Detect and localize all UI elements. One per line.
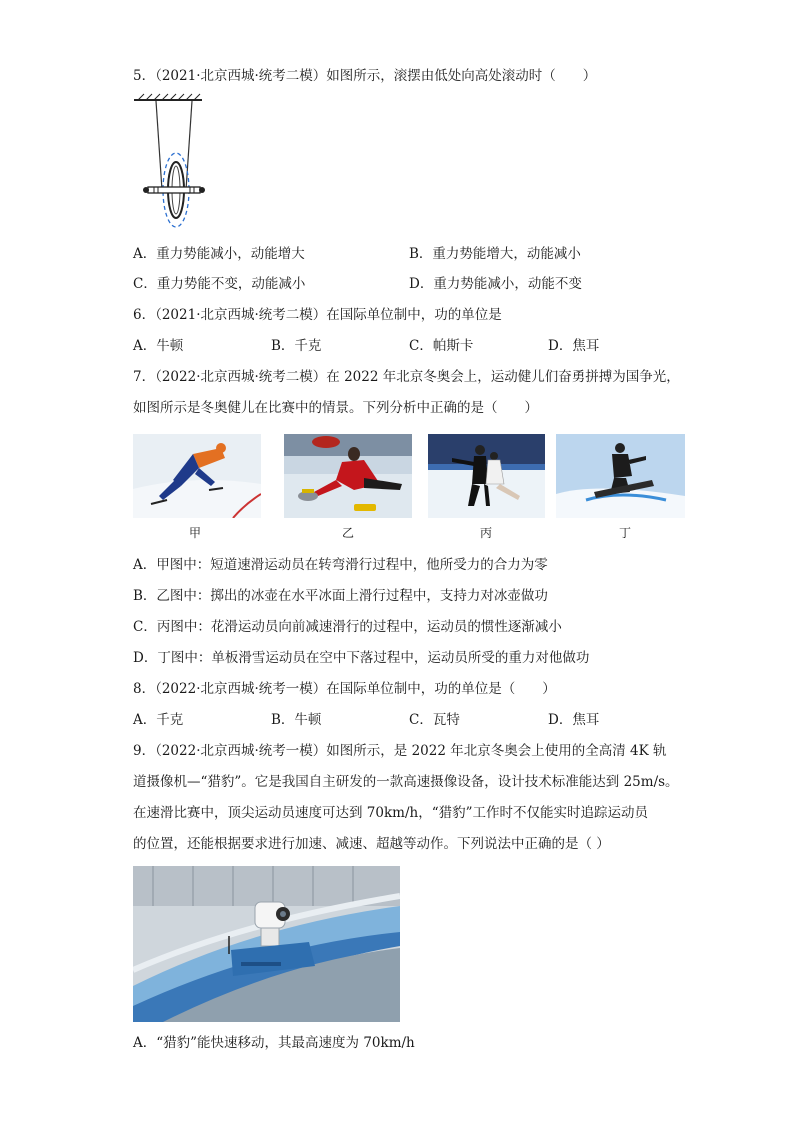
snowboard-photo — [556, 434, 685, 518]
speed-skating-photo — [133, 434, 261, 518]
q7-stem-line1: 7．（2022·北京西城·统考二模）在 2022 年北京冬奥会上，运动健儿们奋勇拼搏为国争光， — [133, 369, 680, 385]
caption-bing: 丙 — [479, 526, 492, 540]
caption-jia: 甲 — [188, 526, 201, 540]
curling-photo — [284, 434, 412, 518]
figure-skating-photo — [428, 434, 545, 518]
q9-stem-line3: 在速滑比赛中，顶尖运动员速度可达到 70km/h，“猎豹”工作时不仅能实时追踪运动员 — [133, 805, 648, 821]
q7-option-a[interactable]: A．甲图中：短道速滑运动员在转弯滑行过程中，他所受力的合力为零 — [133, 557, 548, 573]
q8-option-c[interactable]: C．瓦特 — [409, 712, 460, 728]
rolling-pendulum-figure — [132, 92, 212, 232]
q6-option-c[interactable]: C．帕斯卡 — [409, 338, 474, 354]
q6-option-b[interactable]: B．千克 — [271, 338, 322, 354]
q8-option-b[interactable]: B．牛顿 — [271, 712, 322, 728]
q8-option-a[interactable]: A．千克 — [133, 712, 184, 728]
caption-yi: 乙 — [341, 526, 354, 540]
q7-option-b[interactable]: B．乙图中：掷出的冰壶在水平冰面上滑行过程中，支持力对冰壶做功 — [133, 588, 548, 604]
q6-option-d[interactable]: D．焦耳 — [548, 338, 600, 354]
q5-option-a[interactable]: A．重力势能减小，动能增大 — [133, 246, 305, 262]
q8-stem: 8．（2022·北京西城·统考一模）在国际单位制中，功的单位是（ ） — [133, 681, 556, 697]
q7-option-d[interactable]: D．丁图中：单板滑雪运动员在空中下落过程中，运动员所受的重力对他做功 — [133, 650, 590, 666]
q6-stem: 6．（2021·北京西城·统考二模）在国际单位制中，功的单位是 — [133, 307, 502, 323]
caption-ding: 丁 — [618, 526, 631, 540]
q5-stem: 5．（2021·北京西城·统考二模）如图所示，滚摆由低处向高处滚动时（ ） — [133, 68, 597, 84]
q6-option-a[interactable]: A．牛顿 — [133, 338, 184, 354]
q8-option-d[interactable]: D．焦耳 — [548, 712, 600, 728]
q9-option-a[interactable]: A．“猎豹”能快速移动，其最高速度为 70km/h — [133, 1035, 415, 1051]
q9-stem-line4: 的位置，还能根据要求进行加速、减速、超越等动作。下列说法中正确的是（ ） — [133, 836, 610, 852]
q5-option-d[interactable]: D．重力势能减小，动能不变 — [409, 276, 582, 292]
q9-stem-line1: 9．（2022·北京西城·统考一模）如图所示，是 2022 年北京冬奥会上使用的全高清 4K 轨 — [133, 743, 667, 759]
q5-option-b[interactable]: B．重力势能增大，动能减小 — [409, 246, 581, 262]
track-camera-photo — [133, 866, 400, 1022]
q9-stem-line2: 道摄像机—“猎豹”。它是我国自主研发的一款高速摄像设备，设计技术标准能达到 25m/s。 — [133, 774, 679, 790]
q7-stem-line2: 如图所示是冬奥健儿在比赛中的情景。下列分析中正确的是（ ） — [133, 400, 538, 416]
q7-option-c[interactable]: C．丙图中：花滑运动员向前减速滑行的过程中，运动员的惯性逐渐减小 — [133, 619, 562, 635]
q5-option-c[interactable]: C．重力势能不变，动能减小 — [133, 276, 306, 292]
